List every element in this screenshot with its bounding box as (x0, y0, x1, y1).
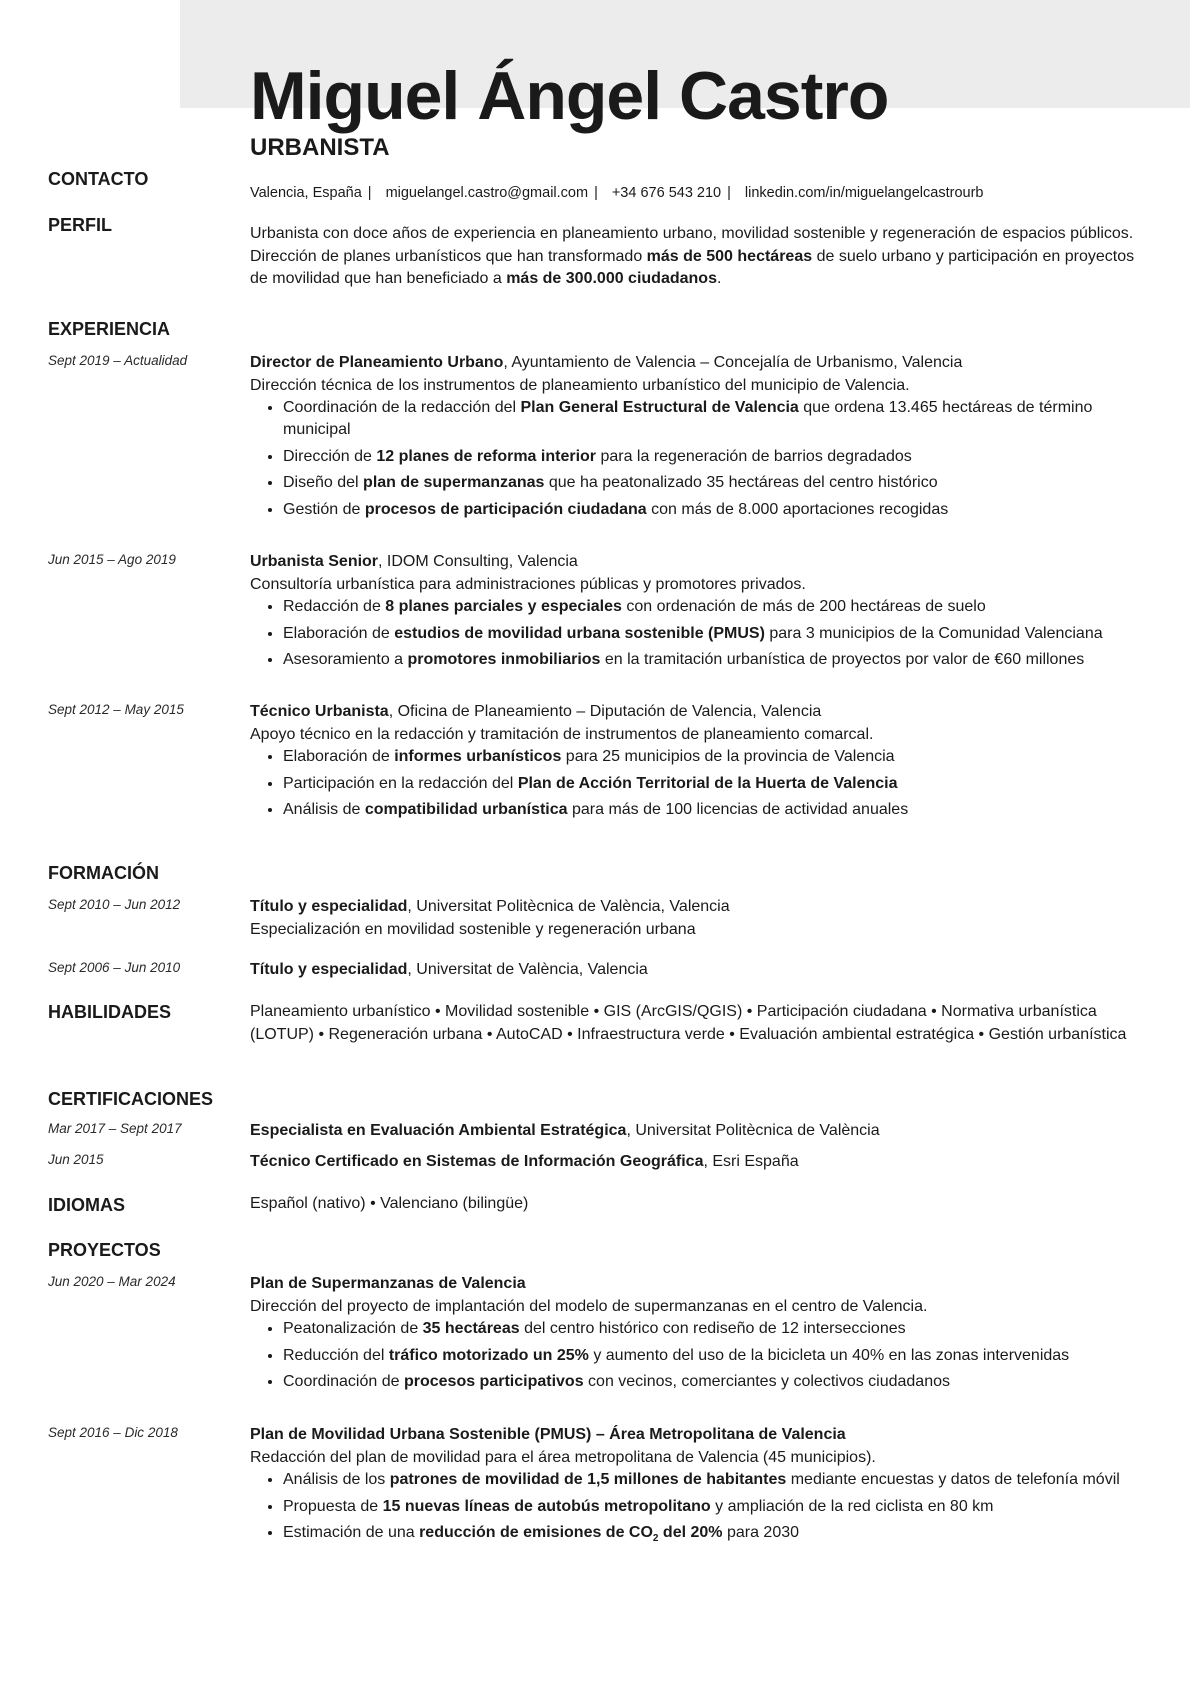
languages-text: Español (nativo) • Valenciano (bilingüe) (250, 1195, 529, 1212)
bullet-item: • Elaboración de informes urbanísticos para 25 municipios de la provincia de Valencia (283, 746, 1145, 768)
bullet-item: • Estimación de una reducción de emisiones de $CO_2$ del 20% para 2030 (283, 1522, 1145, 1550)
section-title-projects: PROYECTOS (48, 1240, 161, 1260)
education-date: Sept 2006 – Jun 2010 (48, 960, 181, 975)
project-entry (250, 1424, 1145, 1555)
bullet-item: • Redacción de 8 planes parciales y especiales con ordenación de más de 200 hectáreas de suelo (283, 596, 1145, 618)
project-bullets (250, 1469, 1145, 1550)
job-description: Dirección técnica de los instrumentos de planeamiento urbanístico del municipio de Valencia. (250, 376, 910, 394)
bullet-item: • Elaboración de estudios de movilidad urbana sostenible (PMUS) para 3 municipios de la Comunidad Valenciana (283, 623, 1145, 645)
job-bullets (250, 596, 1145, 671)
contact-separator: | (367, 185, 372, 201)
job-bullets (250, 397, 1145, 521)
contact-location: Valencia, España (250, 185, 362, 201)
profile-text: Urbanista con doce años de experiencia en planeamiento urbano, movilidad sostenible y regeneración de espacios públicos. Dirección de planes urbanísticos que han transformado (250, 225, 1134, 265)
contact-linkedin[interactable]: linkedin.com/in/miguelangelcastrourb (744, 185, 984, 201)
project-description: Dirección del proyecto de implantación del modelo de supermanzanas en el centro de Valencia. (250, 1297, 928, 1315)
degree-institution: , Universitat de València, Valencia (407, 961, 648, 978)
job-org: , Oficina de Planeamiento – Diputación de Valencia, Valencia (388, 703, 822, 720)
experience-date: Jun 2015 – Ago 2019 (48, 552, 176, 567)
project-bullets (250, 1318, 1145, 1393)
bullet-item: • Coordinación de procesos participativos con vecinos, comerciantes y colectivos ciudadanos (283, 1371, 1145, 1393)
skills-list (250, 1001, 1145, 1046)
job-bullets (250, 746, 1145, 821)
experience-date: Sept 2012 – May 2015 (48, 702, 184, 717)
project-date: Jun 2020 – Mar 2024 (48, 1274, 176, 1289)
certification-date: Mar 2017 – Sept 2017 (48, 1121, 182, 1136)
project-title: Plan de Movilidad Urbana Sostenible (PMUS) – Área Metropolitana de Valencia (250, 1426, 846, 1443)
profile-text: de suelo urbano y participación en proyectos de movilidad que han beneficiado a (250, 247, 1135, 287)
contact-email[interactable]: miguelangel.castro@gmail.com (385, 185, 589, 201)
job-title: Técnico Urbanista (250, 703, 389, 720)
contact-separator: | (594, 185, 598, 201)
contact-info (250, 182, 1145, 205)
bullet-item: • Propuesta de 15 nuevas líneas de autobús metropolitano y ampliación de la red ciclista en 80 km (283, 1496, 1145, 1518)
experience-entry (250, 701, 1145, 826)
degree-title: Título y especialidad (250, 898, 408, 915)
job-description: Consultoría urbanística para administraciones públicas y promotores privados. (250, 575, 806, 593)
certification-entry (250, 1120, 1145, 1143)
contact-separator: | (727, 185, 731, 201)
bullet-item: • Participación en la redacción del Plan de Acción Territorial de la Huerta de Valencia (283, 773, 1145, 795)
job-title: Urbanista Senior (250, 553, 379, 570)
project-description: Redacción del plan de movilidad para el área metropolitana de Valencia (45 municipios). (250, 1448, 876, 1466)
bullet-item: • Reducción del tráfico motorizado un 25% y aumento del uso de la bicicleta un 40% en las zonas intervenidas (283, 1345, 1145, 1367)
section-title-experience: EXPERIENCIA (48, 319, 171, 339)
project-title: Plan de Supermanzanas de Valencia (250, 1275, 526, 1292)
profile-summary (250, 223, 1145, 291)
education-entry (250, 959, 1145, 982)
job-org: , IDOM Consulting, Valencia (378, 553, 578, 570)
bullet-item: • Diseño del plan de supermanzanas que ha peatonalizado 35 hectáreas del centro histórico (283, 472, 1145, 494)
bullet-item: • Dirección de 12 planes de reforma interior para la regeneración de barrios degradados (283, 446, 1145, 468)
bullet-item: • Análisis de compatibilidad urbanística para más de 100 licencias de actividad anuales (283, 799, 1145, 821)
degree-title: Título y especialidad (250, 961, 408, 978)
skills-text: Planeamiento urbanístico • Movilidad sostenible • GIS (ArcGIS/QGIS) • Participación ciudadana • Normativa urbanística (LOTUP) • Regeneración urbana • AutoCAD • Infraestructura verde • Evaluación ambiental estratégica • Gestión urbanística (250, 1003, 1127, 1043)
section-title-contact: CONTACTO (48, 169, 149, 189)
degree-description: Especialización en movilidad sostenible y regeneración urbana (250, 920, 696, 938)
experience-entry (250, 551, 1145, 676)
bullet-item: • Análisis de los patrones de movilidad de 1,5 millones de habitantes mediante encuestas y datos de telefonía móvil (283, 1469, 1145, 1491)
certification-issuer: , Universitat Politècnica de València (626, 1122, 880, 1139)
education-entry (250, 896, 1145, 941)
experience-date: Sept 2019 – Actualidad (48, 353, 188, 368)
certification-date: Jun 2015 (48, 1152, 104, 1167)
section-title-languages: IDIOMAS (48, 1195, 126, 1215)
profile-text: . (716, 270, 722, 287)
education-date: Sept 2010 – Jun 2012 (48, 897, 181, 912)
certification-issuer: , Esri España (703, 1153, 799, 1170)
bullet-item: • Peatonalización de 35 hectáreas del centro histórico con rediseño de 12 intersecciones (283, 1318, 1145, 1340)
section-title-education: FORMACIÓN (48, 863, 159, 883)
certification-entry (250, 1151, 1145, 1174)
experience-entry (250, 352, 1145, 525)
section-title-certifications: CERTIFICACIONES (48, 1089, 214, 1109)
certification-title: Especialista en Evaluación Ambiental Estratégica (250, 1122, 627, 1139)
section-title-profile: PERFIL (48, 215, 113, 235)
contact-phone[interactable]: +34 676 543 210 (611, 185, 722, 201)
bullet-item: • Coordinación de la redacción del Plan General Estructural de Valencia que ordena 13.465 hectáreas de término municipal (283, 397, 1145, 441)
profile-highlight: más de 300.000 ciudadanos (506, 270, 717, 287)
candidate-name: Miguel Ángel Castro (250, 58, 889, 134)
job-description: Apoyo técnico en la redacción y tramitación de instrumentos de planeamiento comarcal. (250, 725, 874, 743)
languages-list (250, 1193, 1145, 1216)
bullet-item: • Gestión de procesos de participación ciudadana con más de 8.000 aportaciones recogidas (283, 499, 1145, 521)
profile-highlight: más de 500 hectáreas (646, 247, 813, 265)
bullet-item: • Asesoramiento a promotores inmobiliarios en la tramitación urbanística de proyectos por valor de €60 millones (283, 649, 1145, 671)
job-org: , Ayuntamiento de Valencia – Concejalía de Urbanismo, Valencia (503, 354, 963, 371)
degree-institution: , Universitat Politècnica de València, Valencia (407, 898, 730, 915)
project-date: Sept 2016 – Dic 2018 (48, 1425, 178, 1440)
job-title: Director de Planeamiento Urbano (250, 354, 504, 371)
project-entry (250, 1273, 1145, 1398)
candidate-role: URBANISTA (250, 134, 390, 161)
certification-title: Técnico Certificado en Sistemas de Información Geográfica (250, 1153, 704, 1170)
section-title-skills: HABILIDADES (48, 1002, 172, 1022)
